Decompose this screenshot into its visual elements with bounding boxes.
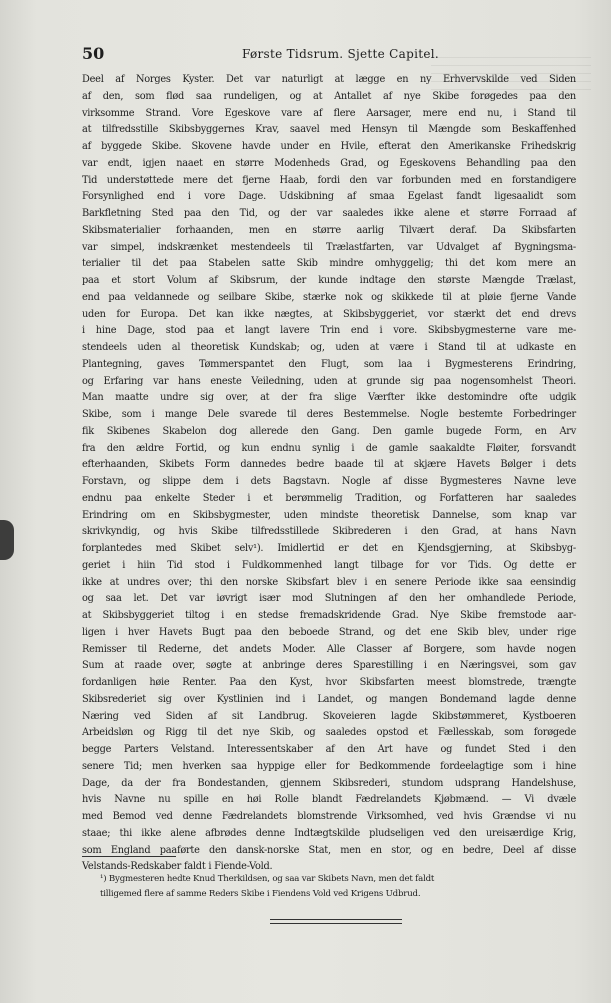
text-line: i hine Dage, stod paa et langt lavere Trin end i vore. Skibsbygmesterne vare me- (82, 325, 576, 337)
page-edge-mark (0, 520, 14, 560)
text-line: uden for Europa. Det kan ikke nægtes, at Skibsbyggeriet, vor stærkt det end drevs (82, 308, 576, 320)
text-line: senere Tid; men hverken saa hyppige eller for Bedkommende fordeelagtige som i hine (82, 760, 576, 772)
text-line: ligen i hver Havets Bugt paa den beboede Strand, og det ene Skib blev, under rige (82, 626, 576, 638)
text-line: efterhaanden, Skibets Form dannedes bedre baade til at skjære Havets Bølger i dets (82, 459, 576, 471)
text-line: Skibe, som i mange Dele svarede til deres Bestemmelse. Nogle bestemte Forbedringer (82, 409, 576, 420)
text-line: staae; thi ikke alene afbrødes denne Indtægtskilde pludseligen ved den ureisærdige Krig, (82, 827, 576, 839)
text-line: begge Parters Velstand. Interessentskaber af den Art have og fundet Sted i den (82, 744, 576, 755)
text-line: Skibsmaterialier forhaanden, men en større aarlig Tilvært deraf. Da Skibsfarten (82, 224, 576, 236)
footnote-line: ¹) Bygmesteren hedte Knud Therkildsen, og saa var Skibets Navn, men det faldt (100, 874, 435, 884)
text-line: Erindring om en Skibsbygmester, uden mindste theoretisk Dannelse, som knap var (82, 509, 576, 521)
text-line: Arbeidsløn og Rigg til det nye Skib, og saaledes opstod et Fællesskab, som forøgede (82, 727, 576, 739)
text-line: terialier til det paa Stabelen satte Skib mindre omhyggelig; thi det kom mere an (82, 258, 576, 270)
text-line: fordanligen høie Renter. Paa den Kyst, hvor Skibsfarten meest blomstrede, trængte (82, 677, 576, 688)
page-header (82, 44, 570, 64)
text-line: at tilfredsstille Skibsbyggernes Krav, saavel med Hensyn til Mængde som Beskaffenhed (82, 124, 576, 136)
text-line: Deel af Norges Kyster. Det var naturligt at lægge en ny Erhvervskilde ved Siden (82, 74, 576, 85)
text-line: virksomme Strand. Vore Egeskove vare af flere Aarsager, mere end nu, i Stand til (82, 107, 576, 119)
text-line: Man maatte undre sig over, at der fra slige Værfter ikke destomindre ofte udgik (82, 392, 576, 404)
text-line: Næring ved Siden af sit Landbrug. Skoveieren lagde Skibstømmeret, Kystboeren (82, 710, 576, 722)
footnote (82, 872, 576, 902)
text-line: Barkfletning Sted paa den Tid, og der var saaledes ikke alene et større Forraad af (82, 208, 576, 219)
footnote-line: tilligemed flere af samme Reders Skibe i Fiendens Vold ved Krigens Udbrud. (100, 889, 421, 899)
text-line: var endt, igjen naaet en større Modenheds Grad, og Egeskovens Behandling paa den (82, 157, 576, 169)
text-line: Sum at raade over, søgte at anbringe deres Sparestilling i en Næringsvei, som gav (82, 660, 576, 672)
footnote-rule (82, 856, 176, 857)
text-line: Tid understøttede mere det fjerne Haab, fordi den var forbunden med en forstandigere (82, 174, 576, 186)
text-line: skrivkyndig, og hvis Skibe tilfredsstillede Skibrederen i den Grad, at hans Navn (82, 526, 576, 538)
text-line: geriet i hiin Tid stod i Fuldkommenhed langt tilbage for vor Tids. Og dette er (82, 559, 576, 571)
text-line: at Skibsbyggeriet tiltog i en stedse fremadskridende Grad. Nye Skibe fremstode aar- (82, 610, 576, 621)
text-line: og Erfaring var hans eneste Veiledning, uden at grunde sig paa nogensomhelst Theori. (82, 375, 576, 387)
text-line: stendeels uden al theoretisk Kundskab; og, uden at være i Stand til at udkaste en (82, 342, 576, 353)
text-line: end paa veldannede og seilbare Skibe, stærke nok og skikkede til at pløie fjerne Vande (82, 291, 576, 303)
end-ornament-rule (270, 919, 402, 924)
text-line: og saa let. Det var iøvrigt især mod Slutningen af den her omhandlede Periode, (82, 593, 576, 605)
text-line: som England paaførte den dansk-norske Stat, men en stor, og en bedre, Deel af disse (82, 844, 576, 856)
running-head: Første Tidsrum. Sjette Capitel. (242, 47, 440, 61)
text-line: forplantedes med Skibet selv¹). Imidlertid er det en Kjendsgjerning, at Skibsbyg- (82, 543, 576, 554)
text-line: fik Skibenes Skabelon dog allerede den Gang. Den gamle bugede Form, en Arv (82, 425, 576, 437)
text-line: hvis Navne nu spille en høi Rolle blandt Fædrelandets Kjøbmænd. — Vi dvæle (82, 794, 576, 806)
text-line: med Bemod ved denne Fædrelandets blomstrende Virksomhed, ved hvis Grændse vi nu (82, 811, 576, 822)
text-line: Plantegning, gaves Tømmerspantet den Flugt, som laa i Bygmesterens Erindring, (82, 358, 576, 370)
text-line: fra den ældre Fortid, og kun endnu synlig i de gamle saakaldte Fløiter, forsvandt (82, 442, 576, 454)
text-line: Forsynlighed end i vore Dage. Udskibning af smaa Egelast fandt ligesaalidt som (82, 191, 576, 203)
text-line: Velstands-Redskaber faldt i Fiende-Vold. (82, 861, 273, 873)
text-line: Forstavn, og slippe dem i dets Bagstavn. Nogle af disse Bygmesteres Navne leve (82, 476, 576, 487)
page-number: 50 (82, 44, 105, 63)
text-line: paa et stort Volum af Skibsrum, der kunde indtage den største Mængde Trælast, (82, 275, 576, 286)
text-line: Remisser til Rederne, det andets Moder. Alle Classer af Borgere, som havde nogen (82, 643, 576, 655)
text-line: ikke at undres over; thi den norske Skibsfart blev i en senere Periode ikke saa eensindig (82, 576, 576, 588)
text-line: af byggede Skibe. Skovene havde under en Hvile, efterat den Amerikanske Frihedskrig (82, 141, 576, 152)
text-line: Dage, da der fra Bondestanden, gjennem Skibsrederi, stundom udsprang Handelshuse, (82, 777, 576, 789)
body-text (82, 72, 576, 876)
text-line: af den, som flød saa rundeligen, og at Antallet af nye Skibe forøgedes paa den (82, 90, 576, 102)
text-line: Skibsrederiet sig over Kystlinien ind i Landet, og mangen Bondemand lagde denne (82, 693, 576, 705)
text-line: var simpel, indskrænket mestendeels til Trælastfarten, var Udvalget af Bygningsma- (82, 241, 576, 253)
text-line: endnu paa enkelte Steder i et berømmelig Tradition, og Forfatteren har saaledes (82, 492, 576, 504)
